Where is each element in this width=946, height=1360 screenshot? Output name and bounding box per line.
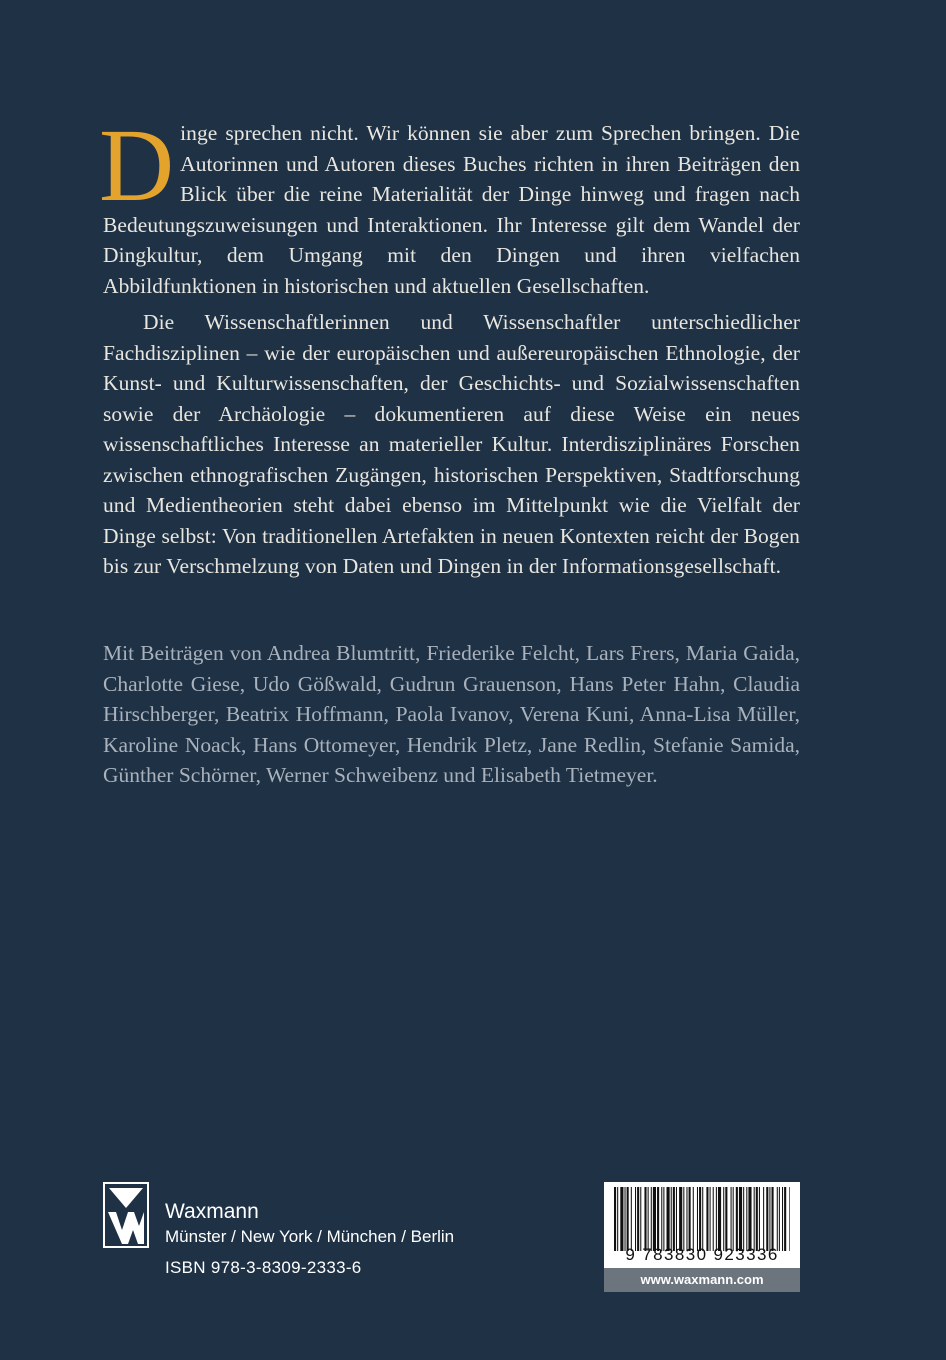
barcode-bar bbox=[689, 1187, 691, 1251]
barcode-bar bbox=[789, 1187, 790, 1251]
barcode-bar bbox=[746, 1187, 747, 1251]
barcode-bar bbox=[759, 1187, 760, 1251]
barcode-bar bbox=[683, 1187, 684, 1251]
barcode-bar bbox=[702, 1187, 703, 1251]
barcode-bar bbox=[748, 1187, 751, 1251]
barcode-bar bbox=[766, 1187, 768, 1251]
barcode-bar bbox=[667, 1187, 670, 1251]
waxmann-logo-icon bbox=[103, 1182, 149, 1248]
barcode-bar bbox=[716, 1187, 717, 1251]
barcode-bar bbox=[663, 1187, 664, 1251]
barcode-bar bbox=[631, 1187, 632, 1251]
barcode-bar bbox=[706, 1187, 708, 1251]
barcode-bar bbox=[754, 1187, 755, 1251]
publisher-info bbox=[165, 1199, 454, 1248]
barcode-bar bbox=[661, 1187, 662, 1251]
barcode-bar bbox=[782, 1187, 783, 1251]
publisher-name: Waxmann bbox=[165, 1200, 259, 1223]
barcode-bar bbox=[772, 1187, 774, 1251]
barcode-bar bbox=[637, 1187, 639, 1251]
drop-cap: D bbox=[99, 108, 175, 223]
blurb-paragraph-2: Die Wissenschaftlerinnen und Wissenschaftler unterschiedlicher Fachdisziplinen – wie der europäischen und außereuropäischen Ethnologie, der Kunst- und Kulturwissenschaften, der Geschichts- und Sozialwissenschaften sowie der Archäologie – dokumentieren auf diese Weise ein neues wissenschaftliches Interesse an materieller Kultur. Interdisziplinäres Forschen zwischen ethnografischen Zugängen, historischen Perspektiven, Stadtforschung und Medientheorien steht dabei ebenso im Mittelpunkt wie die Vielfalt der Dinge selbst: Von traditionellen Artefakten in neuen Kontexten reicht der Bogen bis zur Verschmelzung von Daten und Dingen in der Informationsgesellschaft. bbox=[103, 310, 800, 578]
barcode-bar bbox=[697, 1187, 698, 1251]
barcode-bar bbox=[653, 1187, 656, 1251]
barcode-bar bbox=[640, 1187, 641, 1251]
blurb-paragraph-1 bbox=[99, 108, 800, 301]
barcode-bar bbox=[676, 1187, 677, 1251]
barcode-bar bbox=[673, 1187, 675, 1251]
barcode-bar bbox=[777, 1187, 778, 1251]
barcode-bar bbox=[739, 1187, 742, 1251]
barcode-bars bbox=[614, 1187, 790, 1251]
barcode-bar bbox=[648, 1187, 649, 1251]
blurb-paragraph-1-text: inge sprechen nicht. Wir können sie aber zum Sprechen bringen. Die Autorinnen und Autoren dieses Buches richten in ihren Beiträgen den Blick über die reine Materialität der Dinge hinweg und fragen nach Bedeutungszuweisungen und Interaktionen. Ihr Interesse gilt dem Wandel der Dingkultur, dem Umgang mit den Dingen und ihren vielfachen Abbildfunktionen in historischen und aktuellen Gesellschaften. bbox=[103, 121, 800, 298]
barcode-bar bbox=[743, 1187, 744, 1251]
barcode-bar bbox=[723, 1187, 724, 1251]
barcode-bar bbox=[718, 1187, 721, 1251]
barcode-bar bbox=[693, 1187, 694, 1251]
barcode-bar bbox=[617, 1187, 618, 1251]
barcode-bar bbox=[733, 1187, 734, 1251]
barcode-bar bbox=[784, 1187, 786, 1251]
publisher-cities: Münster / New York / München / Berlin bbox=[165, 1227, 455, 1246]
barcode-bar bbox=[686, 1187, 687, 1251]
barcode-bar bbox=[651, 1187, 652, 1251]
barcode-bar bbox=[627, 1187, 629, 1251]
barcode-bar bbox=[644, 1187, 646, 1251]
barcode-bar bbox=[725, 1187, 727, 1251]
barcode-bar bbox=[635, 1187, 636, 1251]
barcode-bar bbox=[657, 1187, 659, 1251]
barcode-bar bbox=[710, 1187, 711, 1251]
publisher-url: www.waxmann.com bbox=[604, 1268, 800, 1292]
barcode-digits: 9 783830 923336 bbox=[625, 1245, 779, 1264]
barcode-bar bbox=[756, 1187, 758, 1251]
barcode-bar bbox=[736, 1187, 738, 1251]
barcode-bar bbox=[620, 1187, 623, 1251]
barcode-bar bbox=[763, 1187, 764, 1251]
contributors-list: Mit Beiträgen von Andrea Blumtritt, Friederike Felcht, Lars Frers, Maria Gaida, Charlotte Giese, Udo Gößwald, Gudrun Grauenson, Hans Peter Hahn, Claudia Hirschberger, Beatrix Hoffmann, Paola Ivanov, Verena Kuni, Anna-Lisa Müller, Karoline Noack, Hans Ottomeyer, Hendrik Pletz, Jane Redlin, Stefanie Samida, Günther Schörner, Werner Schweibenz und Elisabeth Tietmeyer. bbox=[103, 641, 800, 787]
barcode-bar bbox=[699, 1187, 701, 1251]
barcode-bar bbox=[671, 1187, 672, 1251]
isbn: ISBN 978-3-8309-2333-6 bbox=[165, 1258, 362, 1277]
barcode-bar bbox=[779, 1187, 780, 1251]
barcode-bar bbox=[679, 1187, 682, 1251]
barcode-bar bbox=[769, 1187, 770, 1251]
barcode bbox=[604, 1182, 800, 1292]
barcode-bar bbox=[625, 1187, 626, 1251]
blurb-text bbox=[99, 108, 800, 582]
barcode-bar bbox=[731, 1187, 732, 1251]
barcode-bar bbox=[713, 1187, 714, 1251]
barcode-bar bbox=[614, 1187, 616, 1251]
